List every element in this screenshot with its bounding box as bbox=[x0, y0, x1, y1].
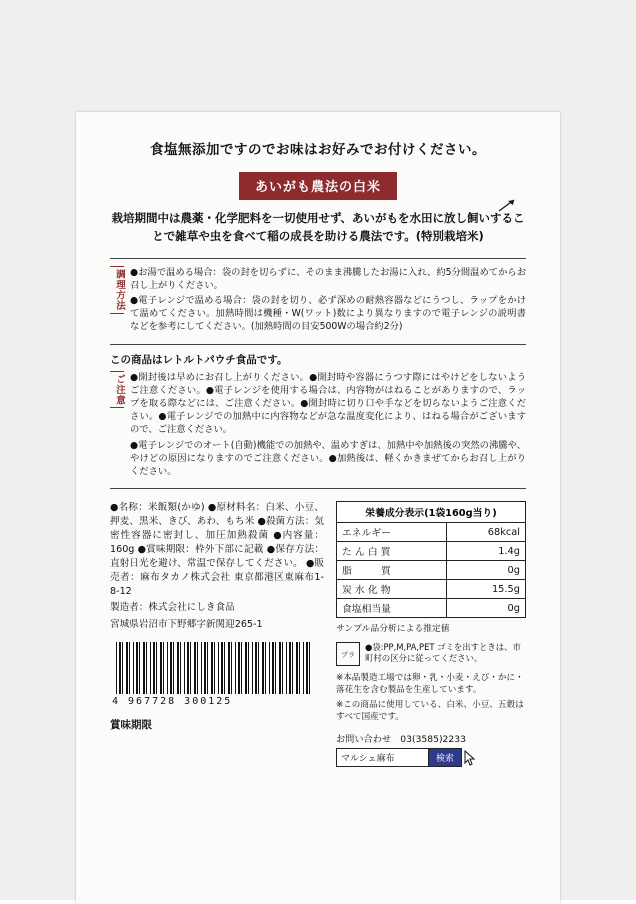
nutrition-note: サンプル品分析による推定値 bbox=[336, 624, 450, 635]
caution-label: ご注意 bbox=[110, 371, 124, 409]
spec-line: 製造者：株式会社にしき食品 bbox=[110, 602, 235, 614]
nutrient-name: 炭 水 化 物 bbox=[337, 580, 447, 599]
retort-note: この商品はレトルトパウチ食品です。 bbox=[110, 353, 288, 366]
nutrition-title: 栄養成分表示(1袋160g当り) bbox=[336, 501, 526, 522]
product-banner: あいがも農法の白米 bbox=[239, 172, 397, 200]
cooking-item: ●電子レンジで温める場合：袋の封を切り、必ず深めの耐熱容器などにうつし、ラップをかけて温めてください。加熱時間は機種・W(ワット)数により異なりますので電子レンジの説明書などを参考にしてください。(加熱時間の目安500Wの場合約2分) bbox=[130, 295, 526, 333]
nutrient-value: 1.4g bbox=[446, 542, 525, 561]
product-package-back-label bbox=[76, 112, 560, 904]
nutrient-value: 15.5g bbox=[446, 580, 525, 599]
cooking-section bbox=[110, 266, 526, 336]
nutrition-table bbox=[336, 522, 526, 618]
barcode-digits: 4 967728 300125 bbox=[112, 696, 233, 708]
lower-columns bbox=[110, 501, 526, 767]
nutrient-value: 0g bbox=[446, 599, 525, 618]
table-row bbox=[337, 599, 526, 618]
barcode-block bbox=[110, 642, 324, 707]
nutrient-value: 0g bbox=[446, 561, 525, 580]
warning-line: ※この商品に使用している、白米、小豆、五穀はすべて国産です。 bbox=[336, 700, 524, 723]
spec-line: ●名称：米飯類(かゆ) ●原材料名：白米、小豆、押麦、黒米、きび、あわ、もち米 ●殺菌方法：気密性容器に密封し、加圧加熱殺菌 ●内容量：160g ●賞味期限：枠外下部に記載 ●保存方法：直射日光を避け、常温で保存してください。 ●販売者：麻布タカノ株式会社 東京都港区東麻布1-8-12 bbox=[110, 502, 324, 597]
table-row bbox=[337, 523, 526, 542]
warning-line: ※本品製造工場では卵・乳・小麦・えび・かに・落花生を含む製品を生産しています。 bbox=[336, 673, 524, 696]
cursor-icon bbox=[464, 750, 476, 766]
search-input[interactable]: マルシェ麻布 bbox=[336, 748, 428, 767]
spec-column bbox=[110, 501, 324, 767]
barcode-image bbox=[116, 642, 312, 694]
nutrient-name: 脂 質 bbox=[337, 561, 447, 580]
table-row bbox=[337, 561, 526, 580]
nutrient-value: 68kcal bbox=[446, 523, 525, 542]
search-button[interactable]: 検索 bbox=[428, 748, 462, 767]
nutrition-column bbox=[336, 501, 526, 767]
cooking-body bbox=[130, 266, 526, 336]
table-row bbox=[337, 542, 526, 561]
banner-container bbox=[110, 172, 526, 200]
nutrient-name: 食塩相当量 bbox=[337, 599, 447, 618]
lead-paragraph bbox=[110, 210, 526, 246]
table-row bbox=[337, 580, 526, 599]
nutrient-name: た ん 白 質 bbox=[337, 542, 447, 561]
page-title: 食塩無添加ですのでお味はお好みでお付けください。 bbox=[150, 142, 486, 158]
caution-body bbox=[130, 371, 526, 481]
allergen-warnings bbox=[336, 672, 526, 723]
divider-bottom bbox=[110, 488, 526, 489]
search-bar[interactable] bbox=[336, 748, 462, 767]
spec-line: 宮城県岩沼市下野郷字新関迎265-1 bbox=[110, 619, 263, 631]
recycle-block bbox=[336, 642, 526, 666]
lead-text: 栽培期間中は農薬・化学肥料を一切使用せず、あいがもを水田に放し飼いすることで雑草や虫を食べて稲の成長を助ける農法です。(特別栽培米) bbox=[111, 211, 525, 243]
divider-mid bbox=[110, 344, 526, 345]
arrow-icon bbox=[498, 198, 516, 212]
divider-top bbox=[110, 258, 526, 259]
cooking-label: 調理方法 bbox=[110, 266, 124, 314]
expiry-label: 賞味期限 bbox=[110, 719, 152, 732]
recycle-plastic-icon: プラ bbox=[336, 642, 360, 666]
recycle-text: ●袋:PP,M,PA,PET ゴミを出すときは、市町村の区分に従ってください。 bbox=[365, 642, 521, 664]
nutrient-name: エネルギー bbox=[337, 523, 447, 542]
caution-item: ●電子レンジでのオート(自動)機能での加熱や、温めすぎは、加熱中や加熱後の突然の沸騰や、やけどの原因になりますのでご注意ください。●加熱後は、軽くかきまぜてからお召し上がりください。 bbox=[130, 439, 526, 477]
caution-item: ●開封後は早めにお召し上がりください。●開封時や容器にうつす際にはやけどをしないようご注意ください。●電子レンジを使用する場合は、内容物がはねることがありますので、ラップを取る際などには、ご注意ください。●開封時に切り口や手などを切らないようご注意ください。●電子レンジでの加熱中に内容物などが急な温度変化により、はねる場合がございますので、ご注意ください。 bbox=[130, 371, 526, 436]
spec-block bbox=[110, 501, 324, 632]
contact-line: お問い合わせ 03(3585)2233 bbox=[336, 734, 466, 746]
caution-section bbox=[110, 371, 526, 481]
cooking-item: ●お湯で温める場合：袋の封を切らずに、そのまま沸騰したお湯に入れ、約5分間温めてからお召し上がりください。 bbox=[130, 266, 526, 291]
